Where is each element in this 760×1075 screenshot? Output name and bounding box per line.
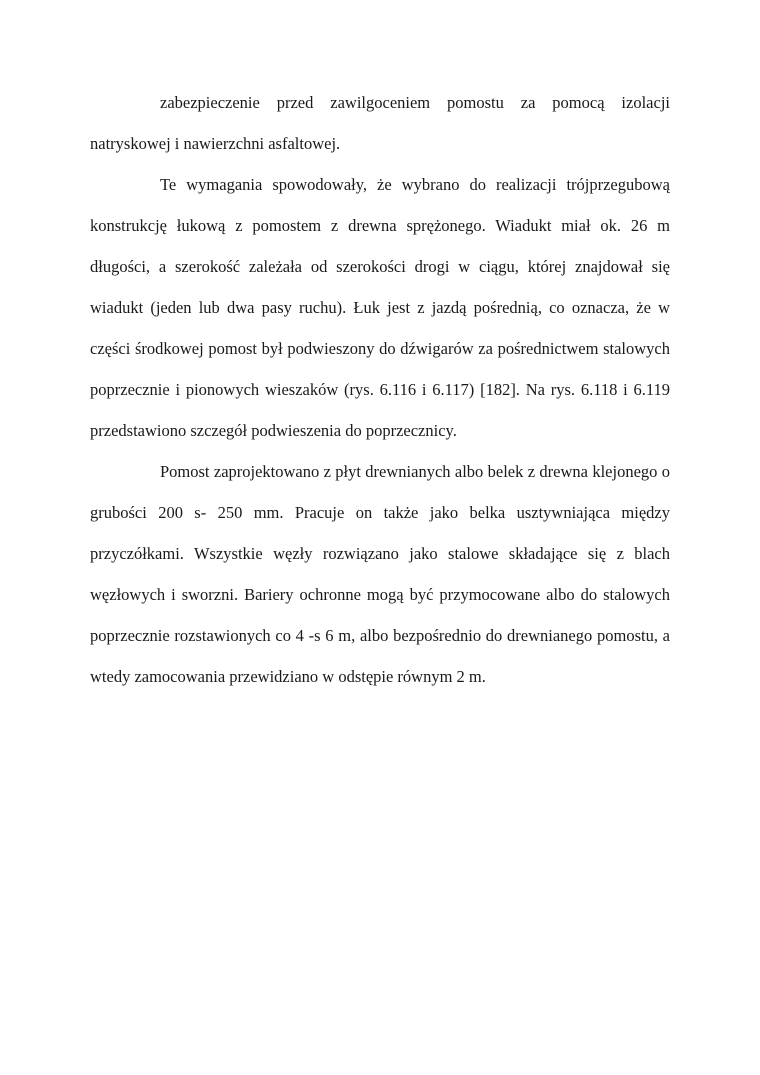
paragraph-3: Pomost zaprojektowano z płyt drewnianych albo belek z drewna klejonego o grubości 200 s- 250 mm. Pracuje on także jako belka usztywniająca między przyczółkami. Wszystkie węzły rozwiązano jako stalowe składające się z blach węzłowych i sworzni. Bariery ochronne mogą być przymocowane albo do stalowych poprzecznie rozstawionych co 4 -s 6 m, albo bezpośrednio do drewnianego pomostu, a wtedy zamocowania przewidziano w odstępie równym 2 m. <box>90 462 670 686</box>
body-text <box>90 82 670 697</box>
paragraph-1: zabezpieczenie przed zawilgoceniem pomostu za pomocą izolacji natryskowej i nawierzchni asfaltowej. <box>90 93 670 153</box>
paragraph-2: Te wymagania spowodowały, że wybrano do realizacji trójprzegubową konstrukcję łukową z pomostem z drewna sprężonego. Wiadukt miał ok. 26 m długości, a szerokość zależała od szerokości drogi w ciągu, której znajdował się wiadukt (jeden lub dwa pasy ruchu). Łuk jest z jazdą pośrednią, co oznacza, że w części środkowej pomost był podwieszony do dźwigarów za pośrednictwem stalowych poprzecznie i pionowych wieszaków (rys. 6.116 i 6.117) [182]. Na rys. 6.118 i 6.119 przedstawiono szczegół podwieszenia do poprzecznicy. <box>90 175 670 440</box>
